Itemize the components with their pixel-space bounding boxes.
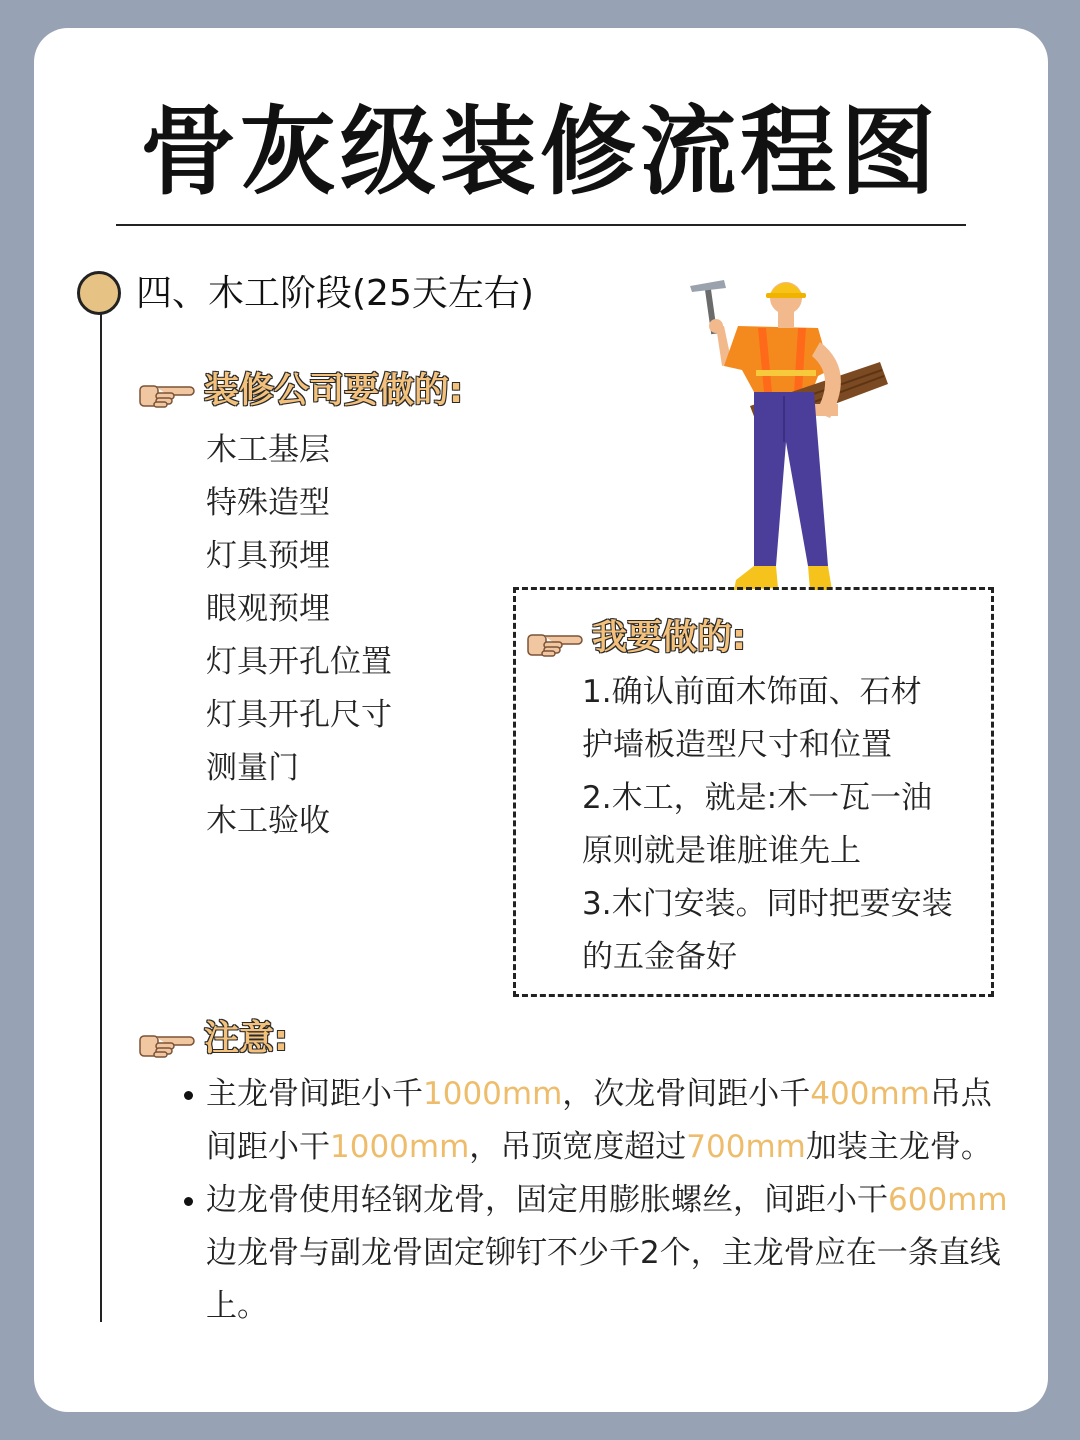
note-text: 边龙骨与副龙骨固定铆钉不少千2个，主龙骨应在一条直线上。	[206, 1235, 1001, 1324]
timeline-dot	[77, 271, 121, 315]
list-item: 2.木工，就是:木一瓦一油	[582, 780, 933, 816]
list-item: 灯具预埋	[206, 538, 330, 574]
title-divider	[116, 224, 966, 226]
note-text: 边龙骨使用轻钢龙骨，固定用膨胀螺丝，间距小干	[206, 1182, 888, 1218]
list-item: 测量门	[206, 750, 299, 786]
company-heading: 装修公司要做的:	[204, 371, 463, 411]
pointing-hand-icon	[138, 378, 196, 408]
note-value: 600mm	[888, 1182, 1008, 1218]
bullet-dot	[184, 1091, 193, 1100]
pointing-hand-icon	[138, 1028, 196, 1058]
note-value: 1000mm	[423, 1076, 563, 1112]
company-task-list	[206, 424, 392, 848]
my-tasks-heading: 我要做的:	[592, 618, 746, 658]
timeline-line	[100, 312, 102, 1322]
list-item: 的五金备好	[582, 939, 737, 975]
list-item: 1.确认前面木饰面、石材	[582, 674, 922, 710]
list-item: 木工基层	[206, 432, 330, 468]
list-item: 木工验收	[206, 803, 330, 839]
list-item: 特殊造型	[206, 485, 330, 521]
list-item: 原则就是谁脏谁先上	[582, 833, 861, 869]
my-task-list	[582, 666, 953, 984]
note-text: 主龙骨间距小千	[206, 1076, 423, 1112]
note-text: 吊点间距小干	[206, 1076, 992, 1165]
list-item: 护墙板造型尺寸和位置	[582, 727, 892, 763]
list-item: 眼观预埋	[206, 591, 330, 627]
note-value: 400mm	[810, 1076, 930, 1112]
note-item	[180, 1174, 1020, 1333]
note-text: 加装主龙骨。	[805, 1129, 992, 1165]
page-title: 骨灰级装修流程图	[140, 96, 940, 208]
bullet-dot	[184, 1197, 193, 1206]
notes-heading: 注意:	[204, 1019, 288, 1059]
note-text: ，吊顶宽度超过	[469, 1129, 687, 1165]
note-text: ，次龙骨间距小千	[562, 1076, 811, 1112]
note-value: 700mm	[686, 1129, 806, 1165]
pointing-hand-icon	[526, 627, 584, 657]
list-item: 灯具开孔尺寸	[206, 697, 392, 733]
note-value: 1000mm	[330, 1129, 470, 1165]
list-item: 3.木门安装。同时把要安装	[582, 886, 953, 922]
list-item: 灯具开孔位置	[206, 644, 392, 680]
note-item	[180, 1068, 1020, 1174]
section-heading: 四、木工阶段(25天左右)	[136, 273, 534, 314]
carpenter-worker-illustration	[680, 266, 900, 596]
notes-list	[180, 1068, 1020, 1333]
